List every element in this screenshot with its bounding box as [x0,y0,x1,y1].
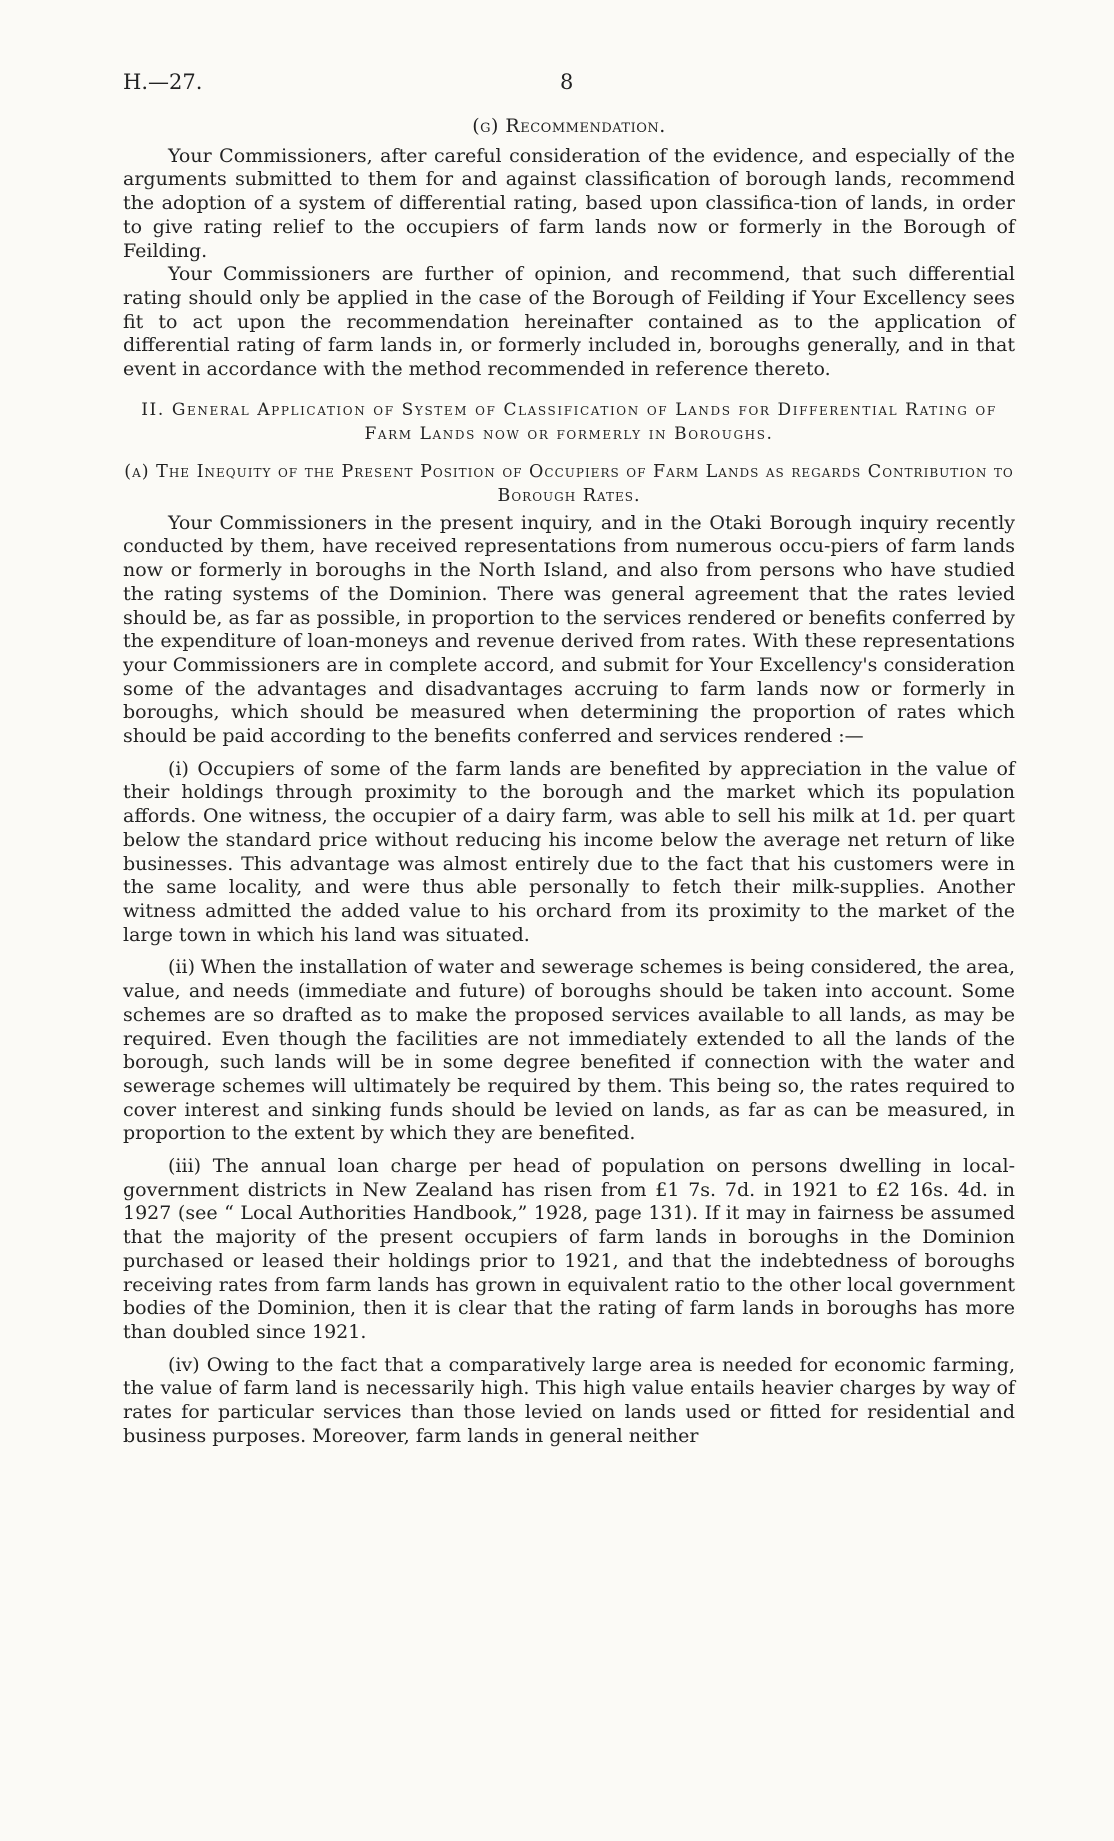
page-number: 8 [560,70,574,94]
recommendation-paragraph-1: Your Commissioners, after careful consideration of the evidence, and especially of the arguments submitted to them for and against classification of borough lands, recommend the adoption of a system of differential rating, based upon classifica-tion of lands, in order to give rating relief to the occupiers of farm lands now or formerly in the Borough of Feilding. [123,144,1015,262]
recommendation-heading: (g) Recommendation. [472,115,666,137]
list-item-iv: (iv) Owing to the fact that a comparatively large area is needed for economic farming, the value of farm land is necessarily high. This high value entails heavier charges by way of rates for particular services than those levied on lands used or fitted for residential and business purposes. Moreover, farm lands in general neither [123,1353,1015,1447]
subsection-a-heading: (a) The Inequity of the Present Position of Occupiers of Farm Lands as regards Contribution to Borough Rates. [124,461,1014,506]
recommendation-paragraph-2: Your Commissioners are further of opinion, and recommend, that such differential rating should only be applied in the case of the Borough of Feilding if Your Excellency sees fit to act upon the recommendation hereinafter contained as to the application of differential rating of farm lands in, or formerly included in, boroughs generally, and in that event in accordance with the method recommended in reference thereto. [123,263,1015,381]
page-header [123,70,1015,102]
list-item-ii: (ii) When the installation of water and sewerage schemes is being considered, the area, value, and needs (immediate and future) of boroughs should be taken into account. Some schemes are so drafted as to make the proposed services available to all lands, as may be required. Even though the facilities are not immediately extended to all the lands of the borough, such lands will be in some degree benefited if connection with the water and sewerage schemes will ultimately be required by them. This being so, the rates required to cover interest and sinking funds should be levied on lands, as far as can be measured, in proportion to the extent by which they are benefited. [123,956,1015,1145]
document-body [123,115,1015,1448]
list-item-iii: (iii) The annual loan charge per head of population on persons dwelling in local-government districts in New Zealand has risen from £1 7s. 7d. in 1921 to £2 16s. 4d. in 1927 (see “ Local Authorities Handbook,” 1928, page 131). If it may in fairness be assumed that the majority of the present occupiers of farm lands in boroughs in the Dominion purchased or leased their holdings prior to 1921, and that the indebtedness of boroughs receiving rates from farm lands has grown in equivalent ratio to the other local government bodies of the Dominion, then it is clear that the rating of farm lands in boroughs has more than doubled since 1921. [123,1155,1015,1343]
subsection-a-intro: Your Commissioners in the present inquiry, and in the Otaki Borough inquiry recently conducted by them, have received representations from numerous occu-piers of farm lands now or formerly in boroughs in the North Island, and also from persons who have studied the rating systems of the Dominion. There was general agreement that the rates levied should be, as far as possible, in proportion to the services rendered or benefits conferred by the expenditure of loan-moneys and revenue derived from rates. With these representations your Commissioners are in complete accord, and submit for Your Excellency's consideration some of the advantages and disadvantages accruing to farm lands now or formerly in boroughs, which should be measured when determining the proportion of rates which should be paid according to the benefits conferred and services rendered :— [123,511,1015,748]
list-item-i: (i) Occupiers of some of the farm lands are benefited by appreciation in the value of their holdings through proximity to the borough and the market which its population affords. One witness, the occupier of a dairy farm, was able to sell his milk at 1d. per quart below the standard price without reducing his income below the average net return of like businesses. This advantage was almost entirely due to the fact that his customers were in the same locality, and were thus able personally to fetch their milk-supplies. Another witness admitted the added value to his orchard from its proximity to the market of the large town in which his land was situated. [123,757,1015,946]
section-ii-heading: II. General Application of System of Classification of Lands for Differential Rating of Farm Lands now or formerly in Boroughs. [141,399,997,444]
page-identifier: H.—27. [123,70,203,94]
